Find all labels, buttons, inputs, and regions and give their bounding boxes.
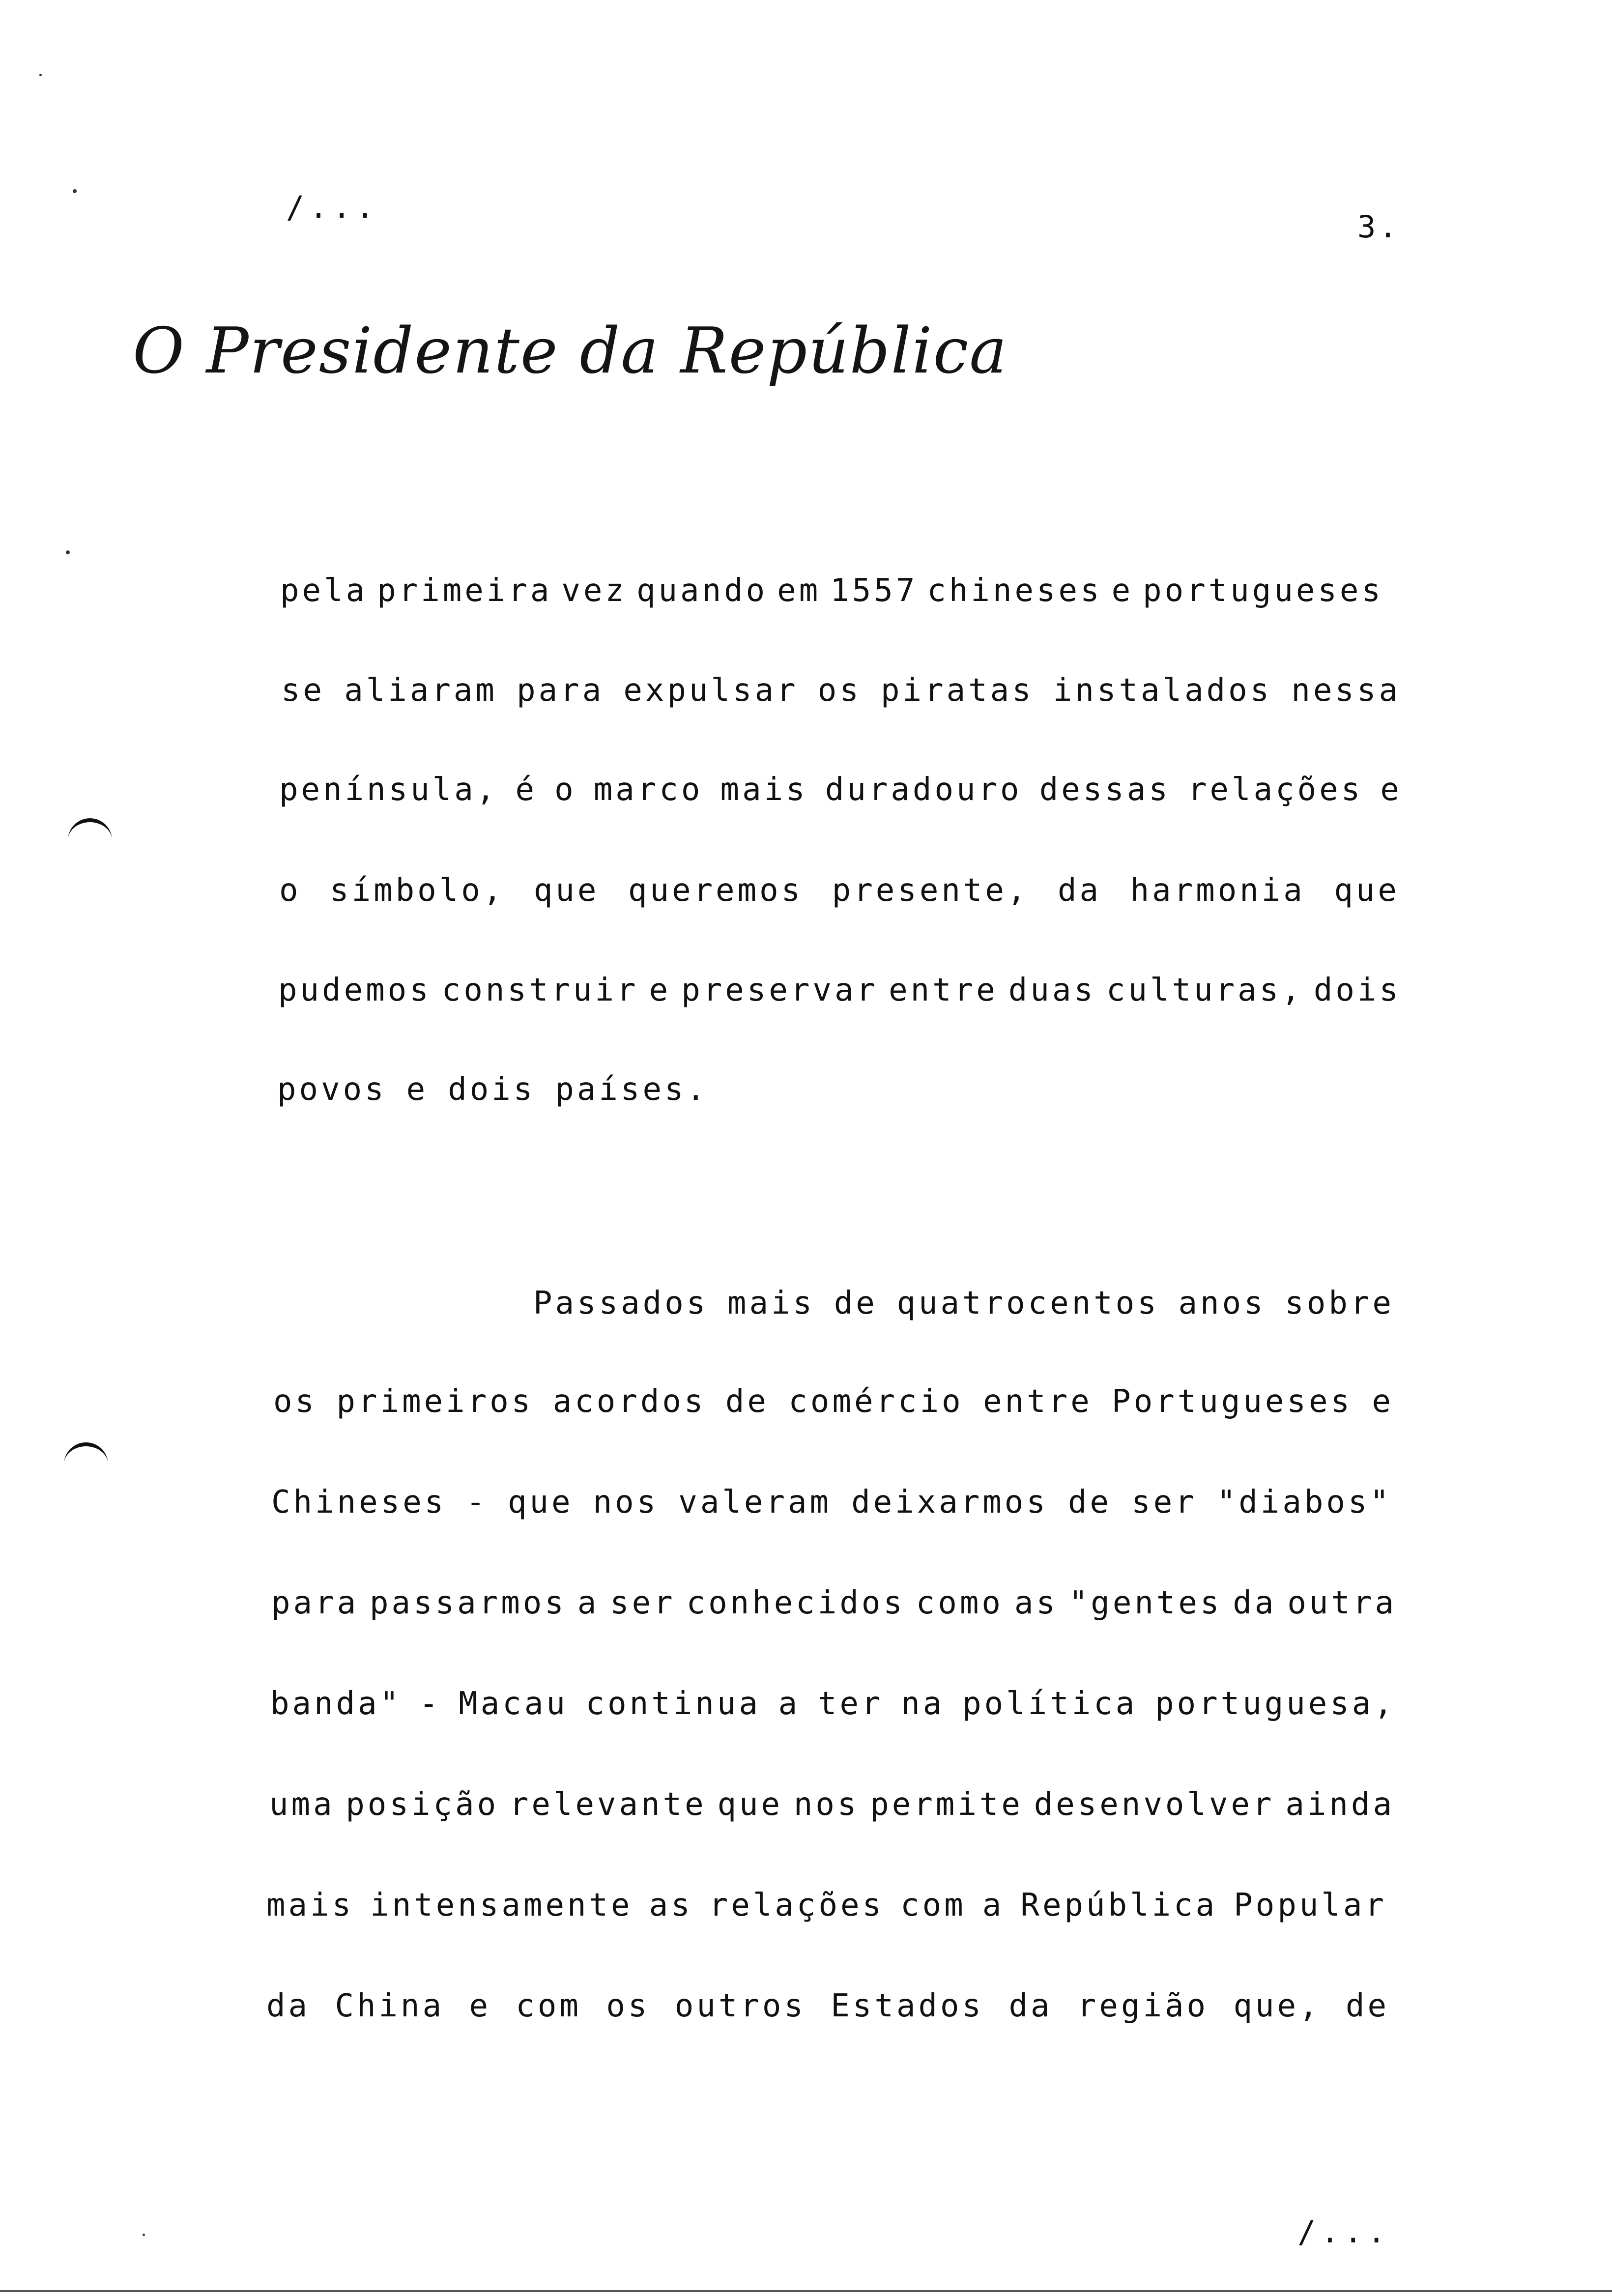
continuation-marker-bottom: /... — [1297, 2214, 1391, 2250]
punch-hole-mark-lower — [64, 1442, 108, 1466]
paragraph-1-line-1: pela primeira vez quando em 1557 chineses e portugueses — [280, 573, 1383, 609]
paragraph-2-line-4: para passarmos a ser conhecidos como as "gentes da outra — [271, 1585, 1397, 1621]
paragraph-2-line-6: uma posição relevante que nos permite desenvolver ainda — [269, 1786, 1395, 1823]
paragraph-1-line-4: o símbolo, que queremos presente, da harmonia que — [279, 872, 1400, 909]
scan-speck — [39, 74, 42, 76]
paragraph-1-line-3: península, é o marco mais duradouro dessas relações e — [279, 772, 1402, 808]
paragraph-2-line-8: da China e com os outros Estados da região que, de — [266, 1988, 1389, 2024]
paragraph-1-line-6: povos e dois países. — [277, 1071, 709, 1108]
punch-hole-mark-upper — [68, 818, 112, 842]
letterhead: O Presidente da República — [133, 315, 1008, 388]
scan-speck — [143, 2234, 145, 2236]
bottom-scan-edge — [0, 2290, 1612, 2292]
paragraph-2-line-1: Passados mais de quatrocentos anos sobre — [533, 1285, 1394, 1321]
paragraph-2-line-3: Chineses - que nos valeram deixarmos de ser "diabos" — [271, 1484, 1392, 1521]
paragraph-1-line-2: se aliaram para expulsar os piratas instalados nessa — [281, 672, 1401, 709]
page-number: 3. — [1357, 209, 1400, 245]
paragraph-2-line-7: mais intensamente as relações com a República Popular — [266, 1887, 1387, 1923]
scan-speck — [73, 189, 77, 193]
scan-speck — [66, 550, 70, 554]
paragraph-1-line-5: pudemos construir e preservar entre duas culturas, dois — [278, 972, 1401, 1008]
continuation-marker-top: /... — [286, 189, 379, 225]
paragraph-2-line-5: banda" - Macau continua a ter na política portuguesa, — [270, 1686, 1396, 1722]
paragraph-2-line-2: os primeiros acordos de comércio entre Portugueses e — [273, 1383, 1394, 1420]
